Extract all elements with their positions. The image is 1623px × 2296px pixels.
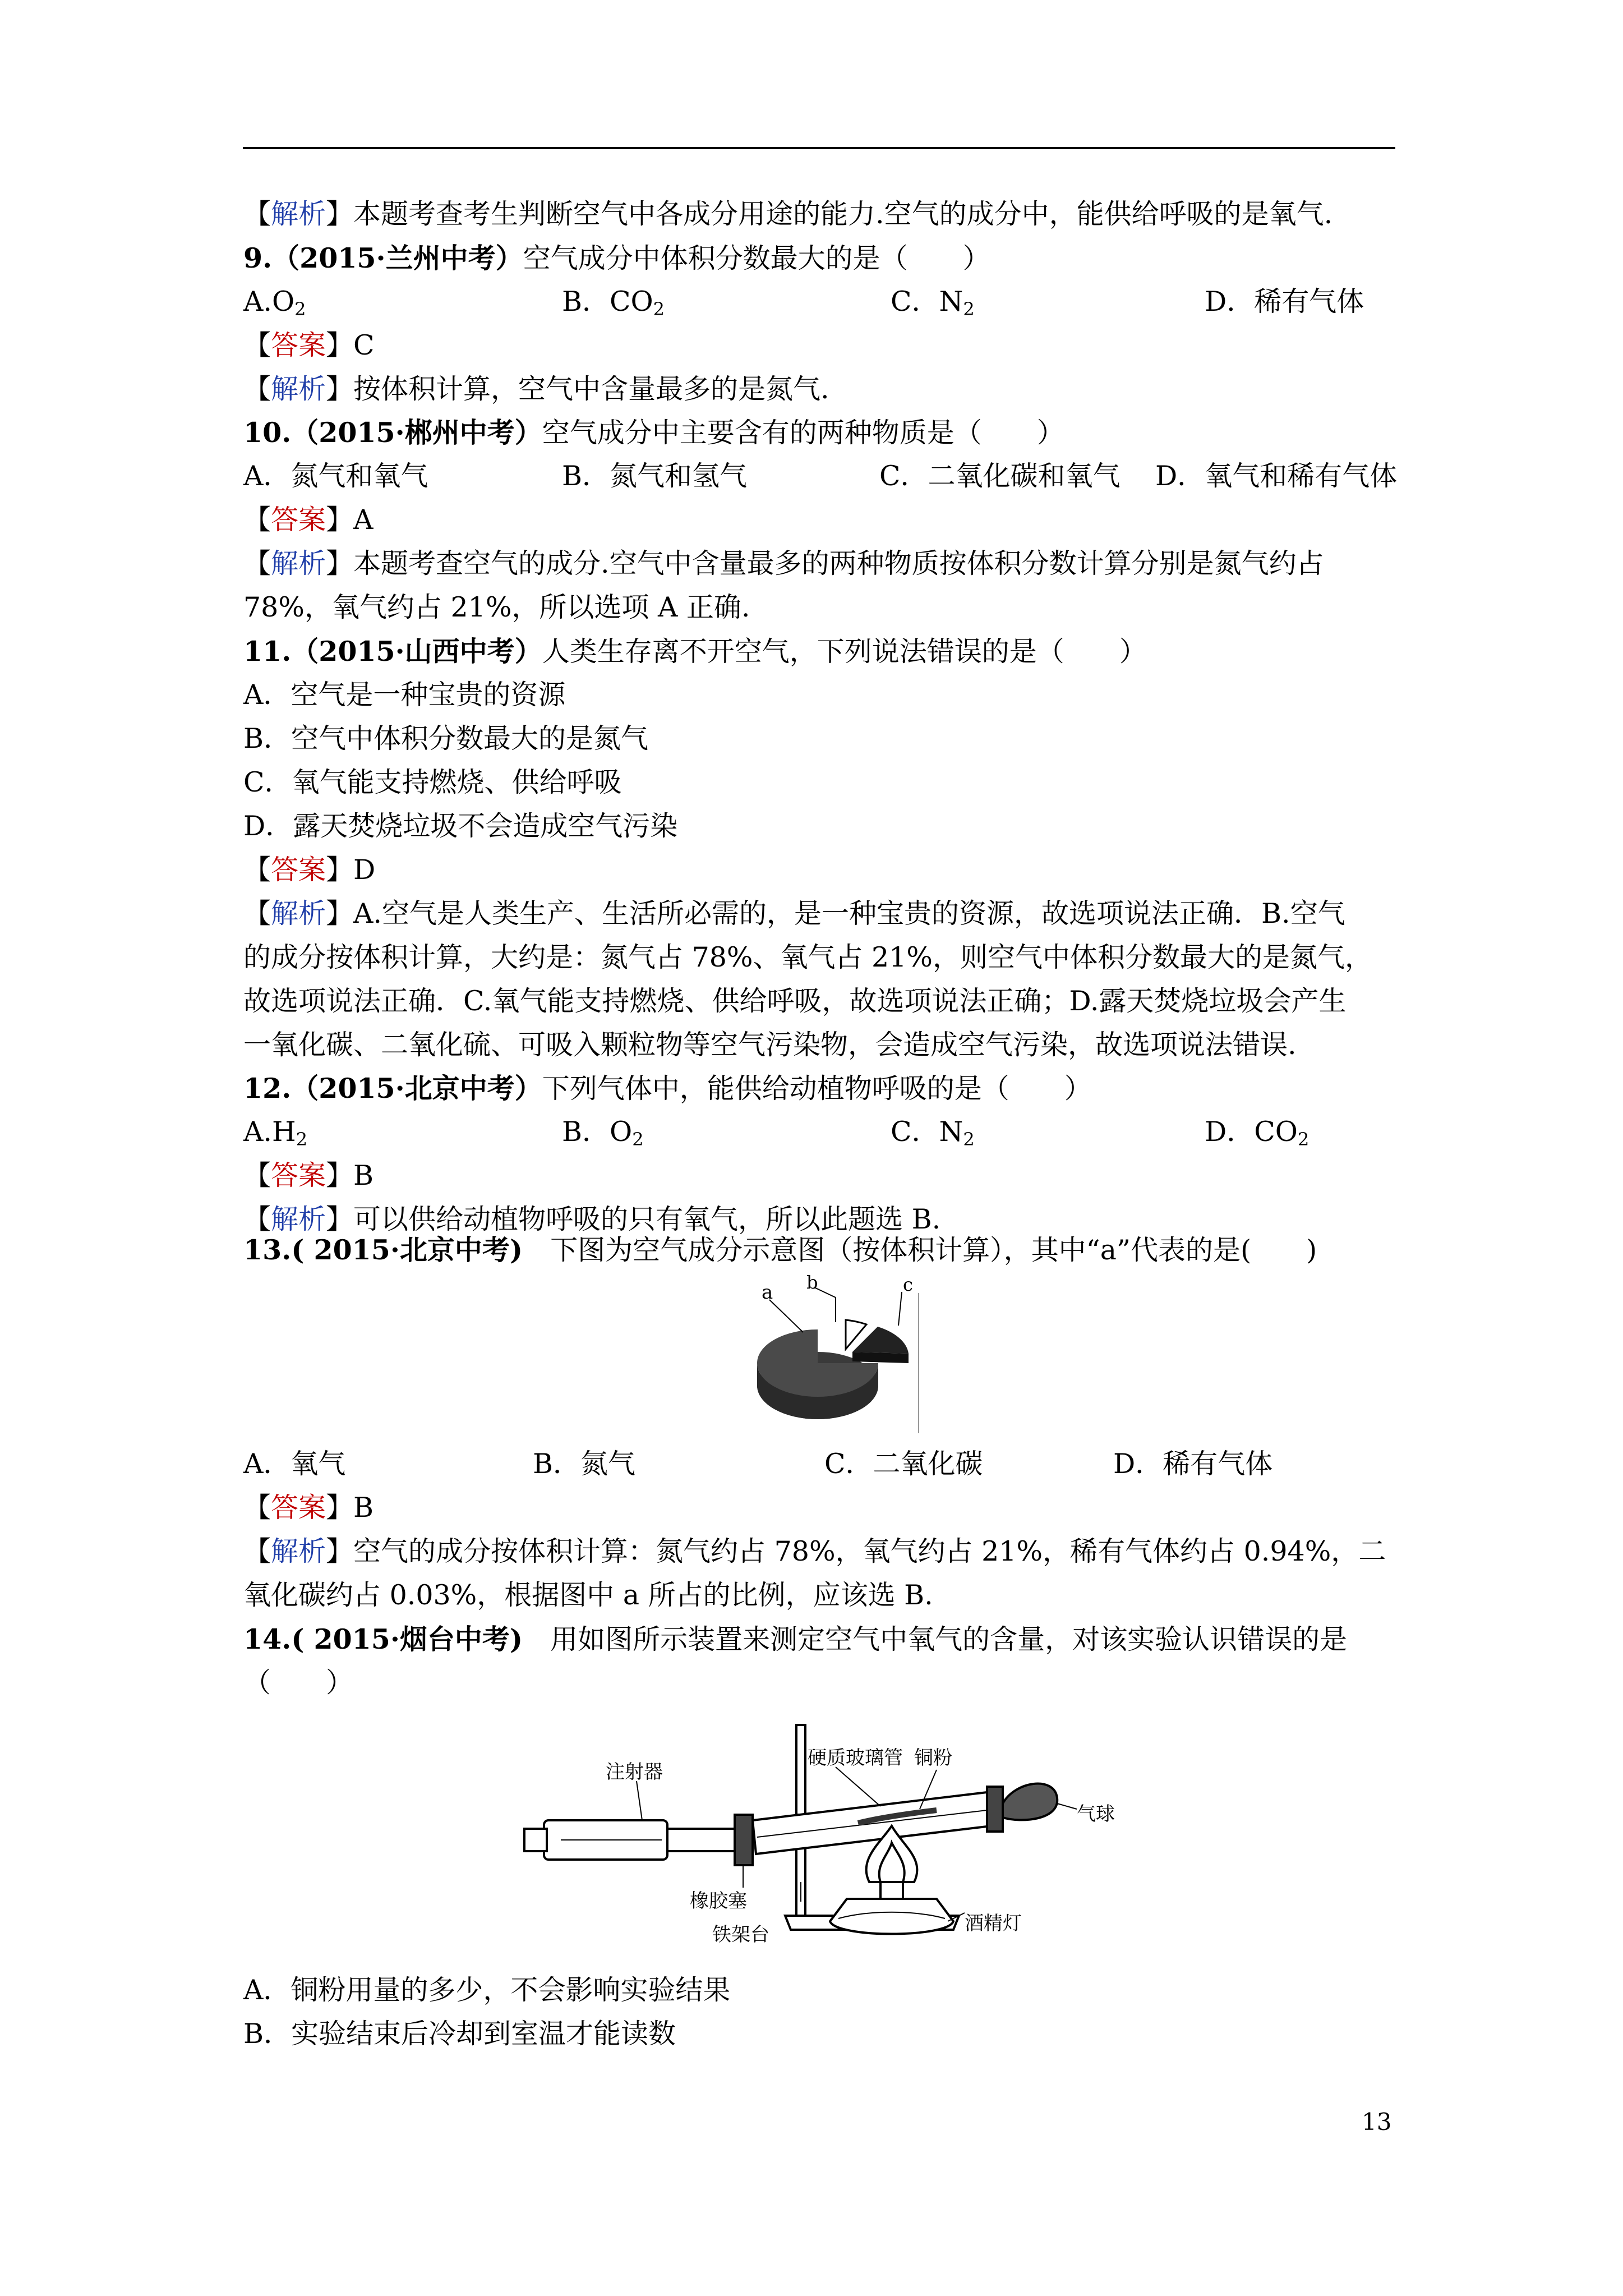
question-13: 13.( 2015·北京中考) 下图为空气成分示意图（按体积计算），其中“a”代表的是( ) — [243, 1234, 1317, 1266]
q11-option-d: D．露天焚烧垃圾不会造成空气污染 — [243, 810, 678, 842]
q12-option-c: C．$N_2$ — [891, 1116, 975, 1150]
rubber-stopper — [735, 1815, 753, 1865]
q12-option-d: D．$CO_2$ — [1205, 1116, 1310, 1150]
q9-option-b: B．$CO_2$ — [562, 286, 665, 320]
label-alcohol-lamp: 酒精灯 — [965, 1912, 1022, 1935]
q13-analysis-1: 【解析】空气的成分按体积计算：氮气约占 78%，氧气约占 21%，稀有气体约占 0.94%，二 — [243, 1535, 1386, 1567]
q10-option-c: C．二氧化碳和氧气 — [879, 460, 1121, 492]
q11-analysis-3: 故选项说法正确．C.氧气能支持燃烧、供给呼吸，故选项说法正确；D.露天焚烧垃圾会产生 — [243, 985, 1347, 1017]
q10-analysis-1: 【解析】本题考查空气的成分.空气中含量最多的两种物质按体积分数计算分别是氮气约占 — [243, 547, 1324, 579]
oxygen-measurement-apparatus-figure — [522, 1714, 1144, 1949]
q13-option-d: D．稀有气体 — [1113, 1448, 1273, 1480]
q10-option-b: B．氮气和氢气 — [562, 460, 748, 492]
q9-option-d: D．稀有气体 — [1205, 286, 1364, 318]
pie-label-c: c — [903, 1274, 913, 1295]
q13-analysis-2: 氧化碳约占 0.03%，根据图中 a 所占的比例，应该选 B. — [243, 1579, 933, 1611]
label-balloon: 气球 — [1077, 1803, 1115, 1825]
balloon — [1003, 1784, 1057, 1820]
q9-analysis: 【解析】按体积计算，空气中含量最多的是氮气. — [243, 373, 829, 405]
q14-option-a: A．铜粉用量的多少，不会影响实验结果 — [243, 1974, 731, 2006]
q10-option-d: D．氧气和稀有气体 — [1155, 460, 1398, 492]
q11-option-a: A．空气是一种宝贵的资源 — [243, 679, 566, 711]
q9-answer: 【答案】C — [243, 329, 375, 361]
q12-option-b: B．$O_2$ — [562, 1116, 644, 1150]
q13-option-a: A．氧气 — [243, 1448, 346, 1480]
label-rubber-stopper: 橡胶塞 — [690, 1890, 747, 1912]
q13-answer: 【答案】B — [243, 1492, 374, 1524]
q11-option-b: B．空气中体积分数最大的是氮气 — [243, 723, 649, 754]
analysis-tag: 解析 — [271, 198, 326, 230]
label-iron-stand: 铁架台 — [712, 1924, 769, 1946]
q11-answer: 【答案】D — [243, 854, 376, 886]
page-number: 13 — [1362, 2108, 1392, 2136]
q10-answer: 【答案】A — [243, 504, 374, 536]
pie-label-a: a — [762, 1281, 773, 1304]
q10-analysis-2: 78%，氧气约占 21%，所以选项 A 正确. — [243, 591, 750, 623]
q11-analysis-2: 的成分按体积计算，大约是：氮气占 78%、氧气占 21%，则空气中体积分数最大的是氮气， — [243, 941, 1372, 973]
pie-slice-a — [757, 1329, 878, 1397]
analysis-line: 【解析】本题考查考生判断空气中各成分用途的能力.空气的成分中，能供给呼吸的是氧气. — [243, 198, 1333, 230]
q11-analysis-1: 【解析】A.空气是人类生产、生活所必需的，是一种宝贵的资源，故选项说法正确．B.空气 — [243, 898, 1345, 930]
question-9: 9.（2015·兰州中考）空气成分中体积分数最大的是（ ） — [243, 242, 990, 274]
question-12: 12.（2015·北京中考）下列气体中，能供给动植物呼吸的是（ ） — [243, 1072, 1092, 1105]
question-14-paren: （ ） — [243, 1667, 354, 1699]
label-glass-tube: 硬质玻璃管 — [808, 1747, 903, 1769]
q9-option-a: $A.O_2$ — [243, 286, 306, 320]
label-syringe: 注射器 — [606, 1761, 663, 1783]
question-11: 11.（2015·山西中考）人类生存离不开空气，下列说法错误的是（ ） — [243, 635, 1147, 668]
q13-option-c: C．二氧化碳 — [824, 1448, 983, 1480]
q12-analysis: 【解析】可以供给动植物呼吸的只有氧气，所以此题选 B. — [243, 1203, 941, 1235]
q11-analysis-4: 一氧化碳、二氧化硫、可吸入颗粒物等空气污染物，会造成空气污染，故选项说法错误. — [243, 1029, 1297, 1061]
q13-option-b: B．氮气 — [533, 1448, 636, 1480]
pie-label-b: b — [806, 1272, 818, 1293]
q10-option-a: A．氮气和氧气 — [243, 460, 428, 492]
air-composition-pie-figure — [751, 1271, 931, 1444]
header-rule — [243, 147, 1395, 149]
q14-option-b: B．实验结束后冷却到室温才能读数 — [243, 2018, 676, 2050]
question-14: 14.( 2015·烟台中考) 用如图所示装置来测定空气中氧气的含量，对该实验认识错误的是 — [243, 1623, 1348, 1655]
q11-option-c: C．氧气能支持燃烧、供给呼吸 — [243, 766, 622, 798]
q12-option-a: $A.H_2$ — [243, 1116, 308, 1150]
label-copper-powder: 铜粉 — [914, 1747, 952, 1769]
q9-option-c: C．$N_2$ — [891, 286, 975, 320]
q12-answer: 【答案】B — [243, 1159, 374, 1191]
question-10: 10.（2015·郴州中考）空气成分中主要含有的两种物质是（ ） — [243, 416, 1064, 449]
